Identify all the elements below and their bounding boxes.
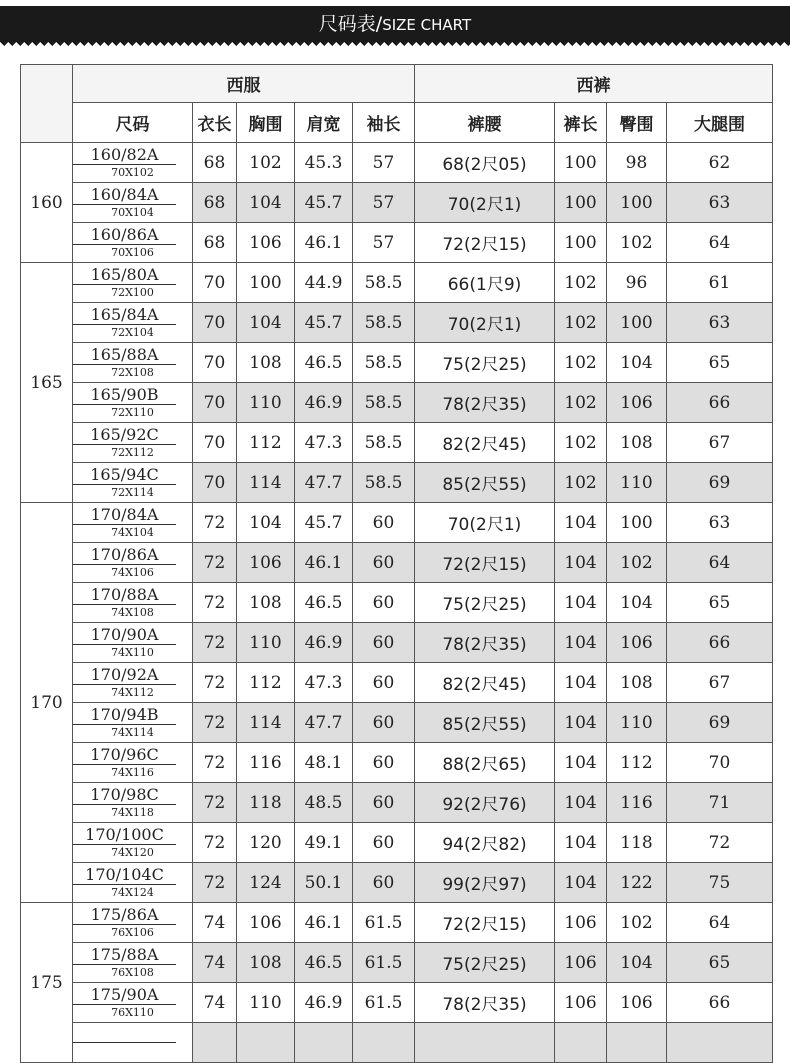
cell-chest: 112 [237,423,295,463]
size-label: 170/92A [73,667,176,685]
cell-hip: 106 [607,623,667,663]
cell-chest: 106 [237,903,295,943]
size-code: 74X112 [111,686,154,699]
height-group-label: 165 [21,263,73,503]
column-header: 尺码 [73,103,193,143]
height-group-label: 175 [21,903,73,1063]
size-cell [73,743,193,783]
cell-plen: 104 [555,663,607,703]
banner-title-cn: 尺码表/ [318,13,383,35]
size-code: 74X120 [111,846,154,859]
cell-chest: 124 [237,863,295,903]
cell-plen: 104 [555,743,607,783]
size-cell [73,183,193,223]
cell-chest: 100 [237,263,295,303]
cell-waist [415,1023,555,1063]
size-code: 70X104 [111,206,154,219]
cell-chest: 110 [237,983,295,1023]
cell-len: 70 [193,383,237,423]
cell-waist: 75(2尺25) [415,943,555,983]
cell-thigh: 75 [667,863,773,903]
table-row [21,343,773,383]
size-code: 72X104 [111,326,154,339]
cell-hip: 102 [607,543,667,583]
cell-chest [237,1023,295,1063]
size-label: 170/96C [73,747,176,765]
cell-waist: 75(2尺25) [415,343,555,383]
size-code: 76X108 [111,966,154,979]
cell-shoulder: 46.1 [295,223,353,263]
size-label: 170/90A [73,627,176,645]
cell-thigh: 61 [667,263,773,303]
cell-chest: 108 [237,583,295,623]
size-code: 74X108 [111,606,154,619]
size-label: 170/88A [73,587,176,605]
cell-hip: 110 [607,463,667,503]
cell-shoulder: 47.3 [295,663,353,703]
size-code: 74X118 [111,806,154,819]
cell-waist: 78(2尺35) [415,983,555,1023]
cell-waist: 85(2尺55) [415,463,555,503]
size-code: 74X124 [111,886,154,899]
table-row [21,223,773,263]
banner-title [0,6,790,42]
size-label: 175/90A [73,987,176,1005]
cell-sleeve: 58.5 [353,383,415,423]
cell-len: 72 [193,823,237,863]
size-code: 74X110 [111,646,154,659]
table-row [21,143,773,183]
cell-len [193,1023,237,1063]
size-code: 74X104 [111,526,154,539]
cell-len: 70 [193,463,237,503]
cell-len: 72 [193,503,237,543]
cell-sleeve: 57 [353,143,415,183]
cell-sleeve: 61.5 [353,983,415,1023]
cell-len: 68 [193,183,237,223]
column-header: 裤长 [555,103,607,143]
cell-sleeve: 57 [353,183,415,223]
cell-hip: 100 [607,183,667,223]
cell-thigh: 62 [667,143,773,183]
table-row [21,303,773,343]
cell-thigh [667,1023,773,1063]
cell-hip: 104 [607,583,667,623]
cell-hip: 100 [607,503,667,543]
header-row-columns [21,103,773,143]
cell-sleeve: 60 [353,543,415,583]
size-label: 165/88A [73,347,176,365]
cell-plen: 100 [555,143,607,183]
size-label: 165/90B [73,387,176,405]
size-code: 70X106 [111,246,154,259]
table-row [21,783,773,823]
cell-chest: 108 [237,943,295,983]
size-cell [73,983,193,1023]
cell-thigh: 72 [667,823,773,863]
size-label: 175/86A [73,907,176,925]
cell-hip: 110 [607,703,667,743]
size-cell [73,703,193,743]
column-header: 臀围 [607,103,667,143]
cell-hip: 112 [607,743,667,783]
cell-waist: 92(2尺76) [415,783,555,823]
cell-chest: 110 [237,383,295,423]
cell-thigh: 63 [667,183,773,223]
cell-hip: 118 [607,823,667,863]
table-row [21,743,773,783]
cell-thigh: 65 [667,343,773,383]
cell-len: 72 [193,863,237,903]
zigzag-border [0,42,790,50]
cell-chest: 102 [237,143,295,183]
column-header: 胸围 [237,103,295,143]
cell-hip: 100 [607,303,667,343]
header-row-groups [21,65,773,103]
cell-chest: 104 [237,183,295,223]
size-cell [73,823,193,863]
cell-shoulder: 44.9 [295,263,353,303]
cell-shoulder: 48.5 [295,783,353,823]
cell-waist: 99(2尺97) [415,863,555,903]
cell-plen: 102 [555,303,607,343]
cell-thigh: 66 [667,983,773,1023]
table-row [21,863,773,903]
cell-plen: 102 [555,263,607,303]
size-code: 74X106 [111,566,154,579]
cell-thigh: 66 [667,623,773,663]
size-label: 175/88A [73,947,176,965]
size-label: 165/94C [73,467,176,485]
cell-plen: 104 [555,583,607,623]
cell-waist: 94(2尺82) [415,823,555,863]
cell-chest: 110 [237,623,295,663]
cell-shoulder: 45.7 [295,303,353,343]
cell-hip: 108 [607,423,667,463]
cell-shoulder: 46.9 [295,983,353,1023]
cell-sleeve: 60 [353,823,415,863]
cell-plen: 104 [555,823,607,863]
cell-sleeve [353,1023,415,1063]
cell-thigh: 69 [667,463,773,503]
cell-hip [607,1023,667,1063]
cell-len: 72 [193,743,237,783]
cell-plen: 102 [555,423,607,463]
size-cell [73,543,193,583]
header-pants: 西裤 [415,65,773,103]
size-label: 170/86A [73,547,176,565]
size-cell [73,303,193,343]
cell-plen [555,1023,607,1063]
table-row [21,543,773,583]
column-header: 肩宽 [295,103,353,143]
cell-sleeve: 58.5 [353,263,415,303]
size-cell [73,863,193,903]
cell-chest: 112 [237,663,295,703]
cell-chest: 104 [237,503,295,543]
size-cell [73,1023,193,1063]
size-code: 72X112 [111,446,154,459]
size-code: 72X100 [111,286,154,299]
cell-sleeve: 57 [353,223,415,263]
cell-waist: 70(2尺1) [415,183,555,223]
cell-chest: 106 [237,223,295,263]
cell-plen: 100 [555,223,607,263]
cell-shoulder: 45.7 [295,183,353,223]
cell-thigh: 63 [667,503,773,543]
table-row [21,383,773,423]
size-cell [73,143,193,183]
cell-sleeve: 60 [353,583,415,623]
cell-shoulder: 46.1 [295,903,353,943]
cell-chest: 120 [237,823,295,863]
cell-hip: 102 [607,903,667,943]
size-cell [73,263,193,303]
cell-sleeve: 60 [353,863,415,903]
cell-len: 72 [193,543,237,583]
cell-sleeve: 61.5 [353,903,415,943]
cell-shoulder [295,1023,353,1063]
cell-len: 68 [193,143,237,183]
cell-plen: 104 [555,623,607,663]
cell-thigh: 69 [667,703,773,743]
size-cell [73,623,193,663]
cell-shoulder: 46.5 [295,343,353,383]
size-label: 165/84A [73,307,176,325]
size-code: 72X108 [111,366,154,379]
cell-plen: 106 [555,943,607,983]
cell-plen: 102 [555,343,607,383]
size-label: 170/84A [73,507,176,525]
banner-title-en: SIZE CHART [382,16,472,34]
table-row [21,1023,773,1063]
table-row [21,983,773,1023]
size-cell [73,223,193,263]
cell-plen: 104 [555,783,607,823]
cell-len: 70 [193,303,237,343]
cell-thigh: 65 [667,943,773,983]
size-cell [73,343,193,383]
size-label: 160/86A [73,227,176,245]
size-code: 74X114 [111,726,154,739]
table-row [21,823,773,863]
size-cell [73,383,193,423]
size-cell [73,783,193,823]
cell-sleeve: 60 [353,623,415,663]
size-label: 160/82A [73,147,176,165]
table-row [21,583,773,623]
cell-plen: 104 [555,503,607,543]
size-label: 170/100C [73,827,176,845]
cell-waist: 72(2尺15) [415,903,555,943]
cell-thigh: 70 [667,743,773,783]
cell-plen: 106 [555,903,607,943]
cell-thigh: 66 [667,383,773,423]
cell-shoulder: 47.7 [295,463,353,503]
column-header: 大腿围 [667,103,773,143]
banner [0,0,790,52]
cell-waist: 72(2尺15) [415,223,555,263]
cell-thigh: 65 [667,583,773,623]
cell-len: 72 [193,583,237,623]
cell-len: 70 [193,263,237,303]
table-row [21,943,773,983]
table-row [21,623,773,663]
size-cell [73,463,193,503]
column-header: 衣长 [193,103,237,143]
cell-waist: 72(2尺15) [415,543,555,583]
cell-sleeve: 60 [353,743,415,783]
cell-sleeve: 58.5 [353,423,415,463]
cell-shoulder: 50.1 [295,863,353,903]
cell-shoulder: 46.9 [295,623,353,663]
cell-plen: 102 [555,463,607,503]
cell-waist: 82(2尺45) [415,663,555,703]
cell-waist: 78(2尺35) [415,623,555,663]
cell-hip: 104 [607,343,667,383]
cell-thigh: 64 [667,543,773,583]
cell-len: 68 [193,223,237,263]
size-code: 70X102 [111,166,154,179]
column-header: 裤腰 [415,103,555,143]
cell-hip: 108 [607,663,667,703]
cell-chest: 114 [237,463,295,503]
cell-hip: 102 [607,223,667,263]
cell-plen: 104 [555,863,607,903]
cell-sleeve: 60 [353,503,415,543]
cell-shoulder: 46.1 [295,543,353,583]
size-cell [73,663,193,703]
cell-plen: 104 [555,543,607,583]
table-row [21,183,773,223]
size-label: 165/92C [73,427,176,445]
cell-sleeve: 61.5 [353,943,415,983]
size-cell [73,503,193,543]
cell-hip: 98 [607,143,667,183]
size-code: 76X110 [111,1006,154,1019]
cell-waist: 88(2尺65) [415,743,555,783]
cell-shoulder: 49.1 [295,823,353,863]
cell-waist: 82(2尺45) [415,423,555,463]
cell-thigh: 63 [667,303,773,343]
cell-shoulder: 46.9 [295,383,353,423]
cell-hip: 116 [607,783,667,823]
cell-sleeve: 60 [353,703,415,743]
cell-hip: 106 [607,383,667,423]
cell-hip: 122 [607,863,667,903]
cell-shoulder: 48.1 [295,743,353,783]
header-corner [21,65,73,143]
table-row [21,663,773,703]
cell-sleeve: 58.5 [353,303,415,343]
cell-chest: 108 [237,343,295,383]
cell-len: 72 [193,623,237,663]
cell-sleeve: 60 [353,663,415,703]
cell-plen: 106 [555,983,607,1023]
header-jacket: 西服 [73,65,415,103]
cell-thigh: 64 [667,903,773,943]
cell-thigh: 64 [667,223,773,263]
size-code: 76X106 [111,926,154,939]
cell-len: 72 [193,663,237,703]
cell-shoulder: 46.5 [295,943,353,983]
cell-chest: 114 [237,703,295,743]
cell-len: 74 [193,943,237,983]
cell-waist: 70(2尺1) [415,303,555,343]
cell-plen: 104 [555,703,607,743]
size-cell [73,423,193,463]
table-row [21,503,773,543]
cell-len: 70 [193,343,237,383]
column-header: 袖长 [353,103,415,143]
cell-waist: 70(2尺1) [415,503,555,543]
cell-waist: 85(2尺55) [415,703,555,743]
cell-chest: 118 [237,783,295,823]
cell-plen: 102 [555,383,607,423]
cell-plen: 100 [555,183,607,223]
cell-sleeve: 58.5 [353,343,415,383]
cell-len: 74 [193,903,237,943]
cell-waist: 78(2尺35) [415,383,555,423]
table-row [21,903,773,943]
size-label [73,1041,176,1043]
cell-thigh: 67 [667,663,773,703]
cell-shoulder: 45.7 [295,503,353,543]
cell-sleeve: 60 [353,783,415,823]
table-row [21,423,773,463]
cell-hip: 106 [607,983,667,1023]
cell-len: 70 [193,423,237,463]
cell-len: 72 [193,703,237,743]
size-code: 74X116 [111,766,154,779]
cell-thigh: 67 [667,423,773,463]
table-row [21,263,773,303]
cell-shoulder: 46.5 [295,583,353,623]
size-label: 170/98C [73,787,176,805]
cell-shoulder: 47.7 [295,703,353,743]
size-label: 165/80A [73,267,176,285]
size-label: 160/84A [73,187,176,205]
cell-chest: 104 [237,303,295,343]
size-cell [73,903,193,943]
size-cell [73,943,193,983]
height-group-label: 160 [21,143,73,263]
cell-waist: 66(1尺9) [415,263,555,303]
cell-hip: 96 [607,263,667,303]
cell-sleeve: 58.5 [353,463,415,503]
cell-shoulder: 47.3 [295,423,353,463]
cell-thigh: 71 [667,783,773,823]
cell-len: 74 [193,983,237,1023]
size-cell [73,583,193,623]
table-row [21,463,773,503]
cell-shoulder: 45.3 [295,143,353,183]
height-group-label: 170 [21,503,73,903]
table-row [21,703,773,743]
size-chart-table [20,64,773,1063]
size-code: 72X114 [111,486,154,499]
size-label: 170/94B [73,707,176,725]
cell-waist: 75(2尺25) [415,583,555,623]
cell-chest: 116 [237,743,295,783]
size-code: 72X110 [111,406,154,419]
cell-chest: 106 [237,543,295,583]
cell-len: 72 [193,783,237,823]
size-label: 170/104C [73,867,176,885]
cell-waist: 68(2尺05) [415,143,555,183]
cell-hip: 104 [607,943,667,983]
